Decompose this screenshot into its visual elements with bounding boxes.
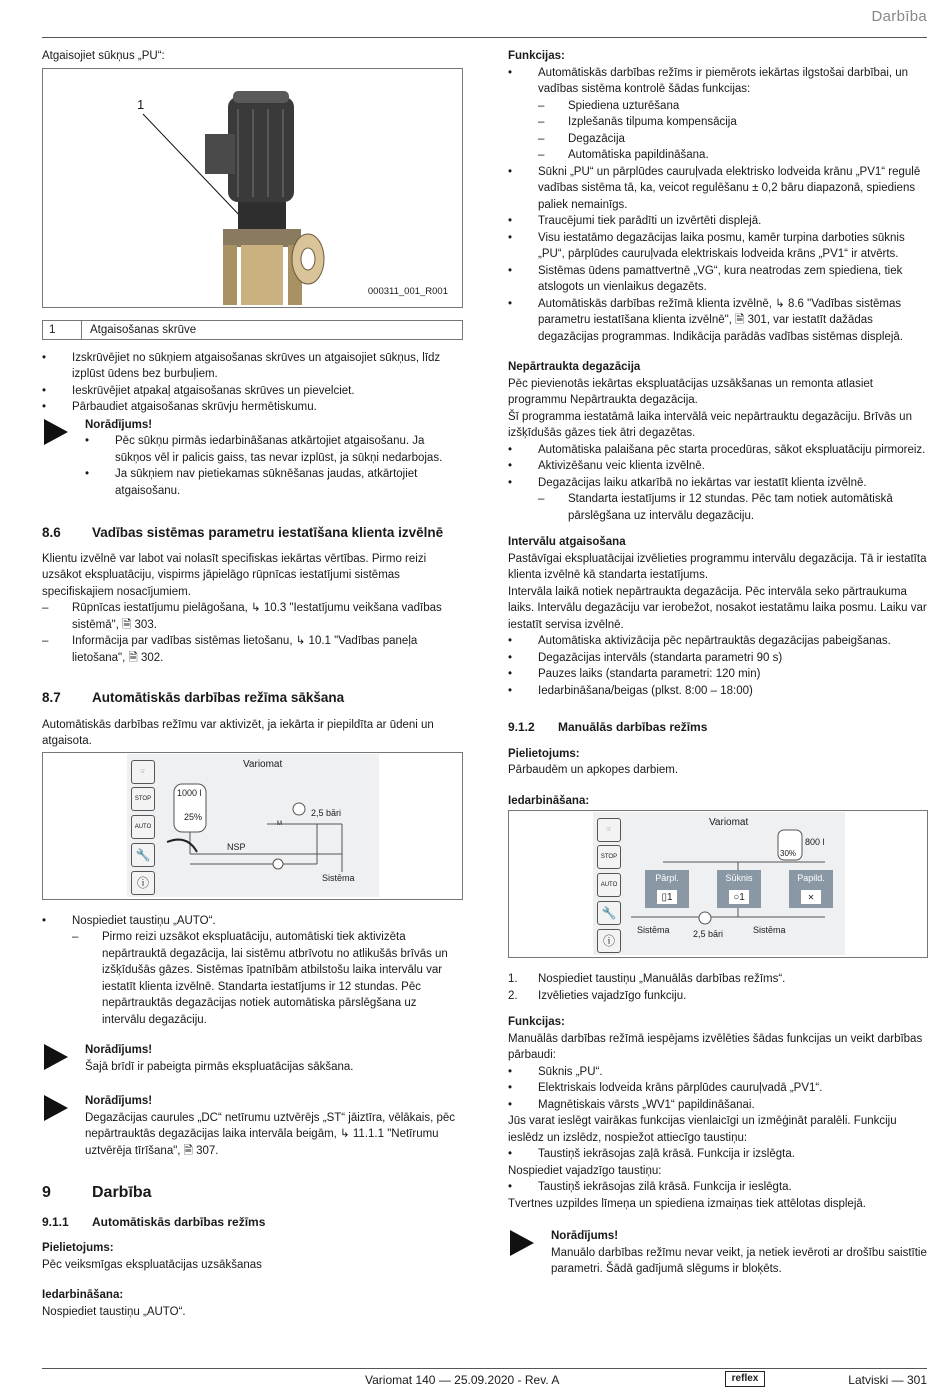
chapter-heading: 9 Darbība (42, 1184, 152, 1201)
list-item: • Taustiņš iekrāsojas zilā krāsā. Funkcija ir ieslēgta. (508, 1179, 928, 1196)
section-text: Automātiskās darbības režīmu var aktivizēt, ja iekārta ir piepildīta ar ūdeni un atgaisota. (42, 718, 434, 747)
stop-button[interactable]: STOP (131, 787, 155, 811)
stop-button[interactable]: STOP (597, 845, 621, 869)
info-icon: ⓘ (131, 871, 155, 895)
list-item: • Visu iestatāmo degazācijas laika posmu, kamēr turpina darboties sūknis „PU“, pārplūdes cauruļvada elektriskais lodveida krāns „PV1“ ir atvērts. (508, 230, 928, 263)
list-item: – Rūpnīcas iestatījumu pielāgošana, ↳ 10.3 "Iestatījumu veikšana vadības sistēmā", 🗎 303. (42, 600, 463, 633)
wrench-icon: 🔧 (131, 843, 155, 867)
auto-button[interactable]: AUTO (597, 873, 621, 897)
usage-label: Pielietojums: (508, 747, 580, 760)
usage-text: Pēc veiksmīgas ekspluatācijas uzsākšanas (42, 1258, 262, 1271)
tank-volume: 800 l (805, 837, 825, 847)
pressure-value: 2,5 bāri (311, 807, 342, 818)
controller-screen-figure (42, 752, 463, 900)
system-label: Sistēma (322, 872, 355, 883)
pump-figure (42, 68, 463, 308)
overflow-button[interactable]: Pārpl. ▯1 (645, 870, 689, 908)
paragraph: Tvertnes uzpildes līmeņa un spiediena izmaiņas tiek attēlotas displejā. (508, 1197, 866, 1210)
page-header (42, 0, 927, 38)
note-box (42, 417, 463, 500)
note-title: Norādījums! (85, 1095, 153, 1107)
list-item: • Taustiņš iekrāsojas zaļā krāsā. Funkcija ir izslēgta. (508, 1146, 928, 1163)
note-box (42, 1093, 463, 1159)
note-text: Degazācijas caurules „DC“ netīrumu uztvērējs „ST“ jāiztīra, vēlākais, pēc nepārtrauktās degazācijas laika intervāla beigām, ↳ 11.1.1 "Netīrumu uztvērēja tīrīšana", 🗎 307. (85, 1111, 456, 1157)
note-arrow-icon (510, 1230, 534, 1256)
list-item: • Sūknis „PU“. (508, 1064, 928, 1081)
refill-button[interactable]: Papild. ✕ (789, 870, 833, 908)
list-item: • Elektriskais lodveida krāns pārplūdes cauruļvadā „PV1“. (508, 1080, 928, 1097)
functions-label: Funkcijas: (508, 1016, 565, 1028)
legend-number: 1 (43, 321, 82, 339)
note-title: Norādījums! (85, 1044, 153, 1056)
paragraph: Manuālās darbības režīmā iespējams izvēlēties šādas funkcijas un veikt darbības pārbaudi: (508, 1032, 923, 1061)
list-item: • Aktivizēšanu veic klienta izvēlnē. (508, 458, 928, 475)
list-item: • Automātiskās darbības režīmā klienta izvēlnē, ↳ 8.6 "Vadības sistēmas parametru iestatīšana klienta izvēlnē", 🗎 301, var iestatīt dažādas degazācijas programmas. Indikācija parādās vadības sistēmas displejā. (508, 296, 928, 346)
section-title: Nepārtraukta degazācija (508, 361, 641, 373)
subsection-heading: 9.1.2 Manuālās darbības režīms (508, 720, 708, 734)
display-title: Variomat (243, 758, 283, 770)
list-item: – Spiediena uzturēšana (538, 98, 928, 115)
valve-label: M (277, 820, 282, 827)
section-heading: 8.7 Automātiskās darbības režīma sākšana (42, 690, 345, 705)
overflow-status-icon: ▯1 (657, 890, 677, 904)
list-item: – Informācija par vadības sistēmas lietošanu, ↳ 10.1 "Vadības paneļa lietošana", 🗎 302. (42, 633, 463, 666)
subsection-heading: 9.1.1 Automātiskās darbības režīms (42, 1214, 266, 1229)
list-item: 1. Nospiediet taustiņu „Manuālās darbības režīms“. (508, 973, 786, 985)
start-text: Nospiediet taustiņu „AUTO“. (42, 1305, 186, 1318)
figure-callout-number: 1 (137, 96, 145, 112)
note-arrow-icon (44, 419, 68, 445)
list-item: • Degazācijas laiku atkarībā no iekārtas var iestatīt klienta izvēlnē. (508, 475, 928, 492)
display-title: Variomat (709, 817, 749, 828)
pump-status-icon: ○1 (729, 890, 749, 904)
pump-illustration (43, 69, 462, 305)
figure-legend-row (42, 320, 463, 340)
display-panel (593, 812, 845, 955)
left-column (42, 48, 463, 1320)
note-arrow-icon (44, 1044, 68, 1070)
note-box (42, 1042, 463, 1075)
list-item: 2. Izvēlieties vajadzīgo funkciju. (508, 989, 687, 1002)
paragraph: Intervāla laikā notiek nepārtraukta degazācija. Pēc intervāla seko pārtraukuma laiks. Intervālu degazāciju var ierobežot, nosakot iestatāmu laika posmu. Laiku var iestatīt servisa izvēlnē. (508, 585, 927, 631)
note-box (508, 1228, 928, 1278)
usage-text: Pārbaudēm un apkopes darbiem. (508, 764, 679, 776)
list-item: • Traucējumi tiek parādīti un izvērtēti displejā. (508, 213, 928, 230)
usage-label: Pielietojums: (42, 1242, 114, 1254)
start-label: Iedarbināšana: (508, 794, 590, 807)
header-title: Darbība (871, 8, 927, 25)
list-item: • Automātiskās darbības režīms ir piemērots iekārtas ilgstošai darbībai, un vadības sistēma kontrolē šādas funkcijas: (508, 65, 928, 98)
section-heading: 8.6 Vadības sistēmas parametru iestatīšana klienta izvēlnē (42, 525, 444, 540)
venting-steps (42, 350, 463, 416)
info-icon: ⓘ (597, 929, 621, 953)
note-title: Norādījums! (85, 418, 153, 431)
list-item: • Pārbaudiet atgaisošanas skrūvju hermētiskumu. (42, 399, 463, 416)
manual-mode-figure (508, 810, 928, 958)
auto-button[interactable]: AUTO (131, 815, 155, 839)
figure-code: 000311_001_R001 (367, 285, 448, 297)
functions-label: Funkcijas: (508, 50, 565, 62)
list-item: • Automātiska palaišana pēc starta procedūras, sākot ekspluatāciju pirmoreiz. (508, 442, 928, 459)
footer-page-info: Latviski — 301 (848, 1373, 927, 1387)
note-text: Manuālo darbības režīmu nevar veikt, ja netiek ievēroti ar drošību saistītie parametri. Šādā gadījumā slēgums ir bloķēts. (551, 1246, 927, 1275)
list-item: • Izskrūvējiet no sūkņiem atgaisošanas skrūves un atgaisojiet sūkņus, līdz izplūst ūdens bez burbuļiem. (42, 350, 463, 383)
list-item: – Standarta iestatījums ir 12 stundas. Pēc tam notiek automātiskā pārslēgšana uz intervālu degazāciju. (538, 491, 928, 524)
list-item: – Izplešanās tilpuma kompensācija (538, 114, 928, 131)
paragraph: Nospiediet vajadzīgo taustiņu: (508, 1164, 662, 1177)
note-title: Norādījums! (551, 1230, 619, 1242)
list-item: • Magnētiskais vārsts „WV1“ papildināšanai. (508, 1097, 928, 1114)
brand-logo: reflex (725, 1371, 765, 1387)
system-label-right: Sistēma (753, 925, 786, 935)
list-item: • Iedarbināšana/beigas (plkst. 8:00 – 18:00) (508, 683, 928, 700)
reference-list (42, 600, 463, 666)
list-item: • Sūkni „PU“ un pārplūdes cauruļvada elektrisko lodveida krānu „PV1“ regulē vadības sistēma tā, ka, veicot regulēšanu ± 0,2 bāru diapazonā, spiediens paliek nemainīgs. (508, 164, 928, 214)
note-arrow-icon (44, 1095, 68, 1121)
footer-doc-info: Variomat 140 — 25.09.2020 - Rev. A (365, 1373, 560, 1387)
section-title: Intervālu atgaisošana (508, 536, 626, 548)
list-item: • Nospiediet taustiņu „AUTO“. (42, 913, 463, 930)
intro-text: Atgaisojiet sūkņus „PU“: (42, 50, 165, 62)
list-item: • Ja sūkņiem nav pietiekamas sūknēšanas jaudas, atkārtojiet atgaisošanu. (85, 466, 463, 499)
manual-steps (508, 971, 928, 1004)
list-item: – Degazācija (538, 131, 928, 148)
list-item: • Pēc sūkņu pirmās iedarbināšanas atkārtojiet atgaisošanu. Ja sūkņos vēl ir palicis gaiss, tas nevar izplūst, ja sūkņi nedarbojas. (85, 433, 463, 466)
list-item: – Automātiska papildināšana. (538, 147, 928, 164)
note-text: Šajā brīdī ir pabeigta pirmās ekspluatācijas sākšana. (85, 1060, 354, 1073)
system-label-left: Sistēma (637, 925, 670, 935)
paragraph: Pēc pievienotās iekārtas ekspluatācijas uzsākšanas un remonta atlasiet programmu Nepārtraukta degazācija. (508, 377, 874, 406)
page-footer (42, 1368, 927, 1397)
hand-icon: ☞ (131, 760, 155, 784)
right-column (508, 48, 928, 1278)
list-item: • Ieskrūvējiet atpakaļ atgaisošanas skrūves un pievelciet. (42, 383, 463, 400)
tank-level: 25% (184, 811, 203, 822)
list-item: • Sistēmas ūdens pamattvertnē „VG“, kura neatrodas zem spiediena, tiek atslogots un vienlaikus degazēts. (508, 263, 928, 296)
wrench-icon: 🔧 (597, 901, 621, 925)
refill-status-icon: ✕ (801, 890, 821, 904)
tank-level: 30% (780, 849, 797, 858)
hand-icon: ☞ (597, 818, 621, 842)
paragraph: Jūs varat ieslēgt vairākas funkcijas vienlaicīgi un izmēģināt paralēli. Funkciju ieslēdz un izslēdz, nospiežot attiecīgo taustiņu: (508, 1115, 897, 1144)
display-panel (127, 754, 379, 897)
pressure-value: 2,5 bāri (693, 929, 724, 939)
list-item: – Pirmo reizi uzsākot ekspluatāciju, automātiski tiek aktivizēta nepārtrauktā degazācija, lai sistēmu atbrīvotu no atlikušās brīvās un izšķīdušās gāzes. Sistēmas īpatnībām atbilstošu laika intervālu var iestatīt klienta izvēlnē. Standarta iestatījums ir 12 stundas. Pēc nepārtrauktās degazācijas notiek automātiska pārslēgšana uz intervālu degazāciju. (72, 929, 463, 1028)
paragraph: Šī programma iestatāmā laika intervālā veic nepārtrauktu degazāciju. Brīvās un izšķīdušās gāzes tiek ātri degazētas. (508, 410, 912, 439)
legend-text: Atgaisošanas skrūve (90, 323, 197, 336)
list-item: • Degazācijas intervāls (standarta parametri 90 s) (508, 650, 928, 667)
nsp-label: NSP (227, 841, 246, 852)
section-text: Klientu izvēlnē var labot vai nolasīt specifiskas iekārtas vērtības. Pirmo reizi uzsākot ekspluatāciju, vispirms jāpielāgo rūpnīcas iestatījumi sistēmas specifiskajiem nosacījumiem. (42, 552, 427, 598)
pump-button[interactable]: Sūknis ○1 (717, 870, 761, 908)
tank-volume: 1000 l (177, 787, 202, 798)
start-label: Iedarbināšana: (42, 1289, 124, 1301)
paragraph: Pastāvīgai ekspluatācijai izvēlieties programmu intervālu degazācija. Tā ir iestatīta klienta izvēlnē kā standarta iestatījums. (508, 552, 927, 581)
list-item: • Pauzes laiks (standarta parametri: 120 min) (508, 666, 928, 683)
list-item: • Automātiska aktivizācija pēc nepārtrauktās degazācijas pabeigšanas. (508, 633, 928, 650)
